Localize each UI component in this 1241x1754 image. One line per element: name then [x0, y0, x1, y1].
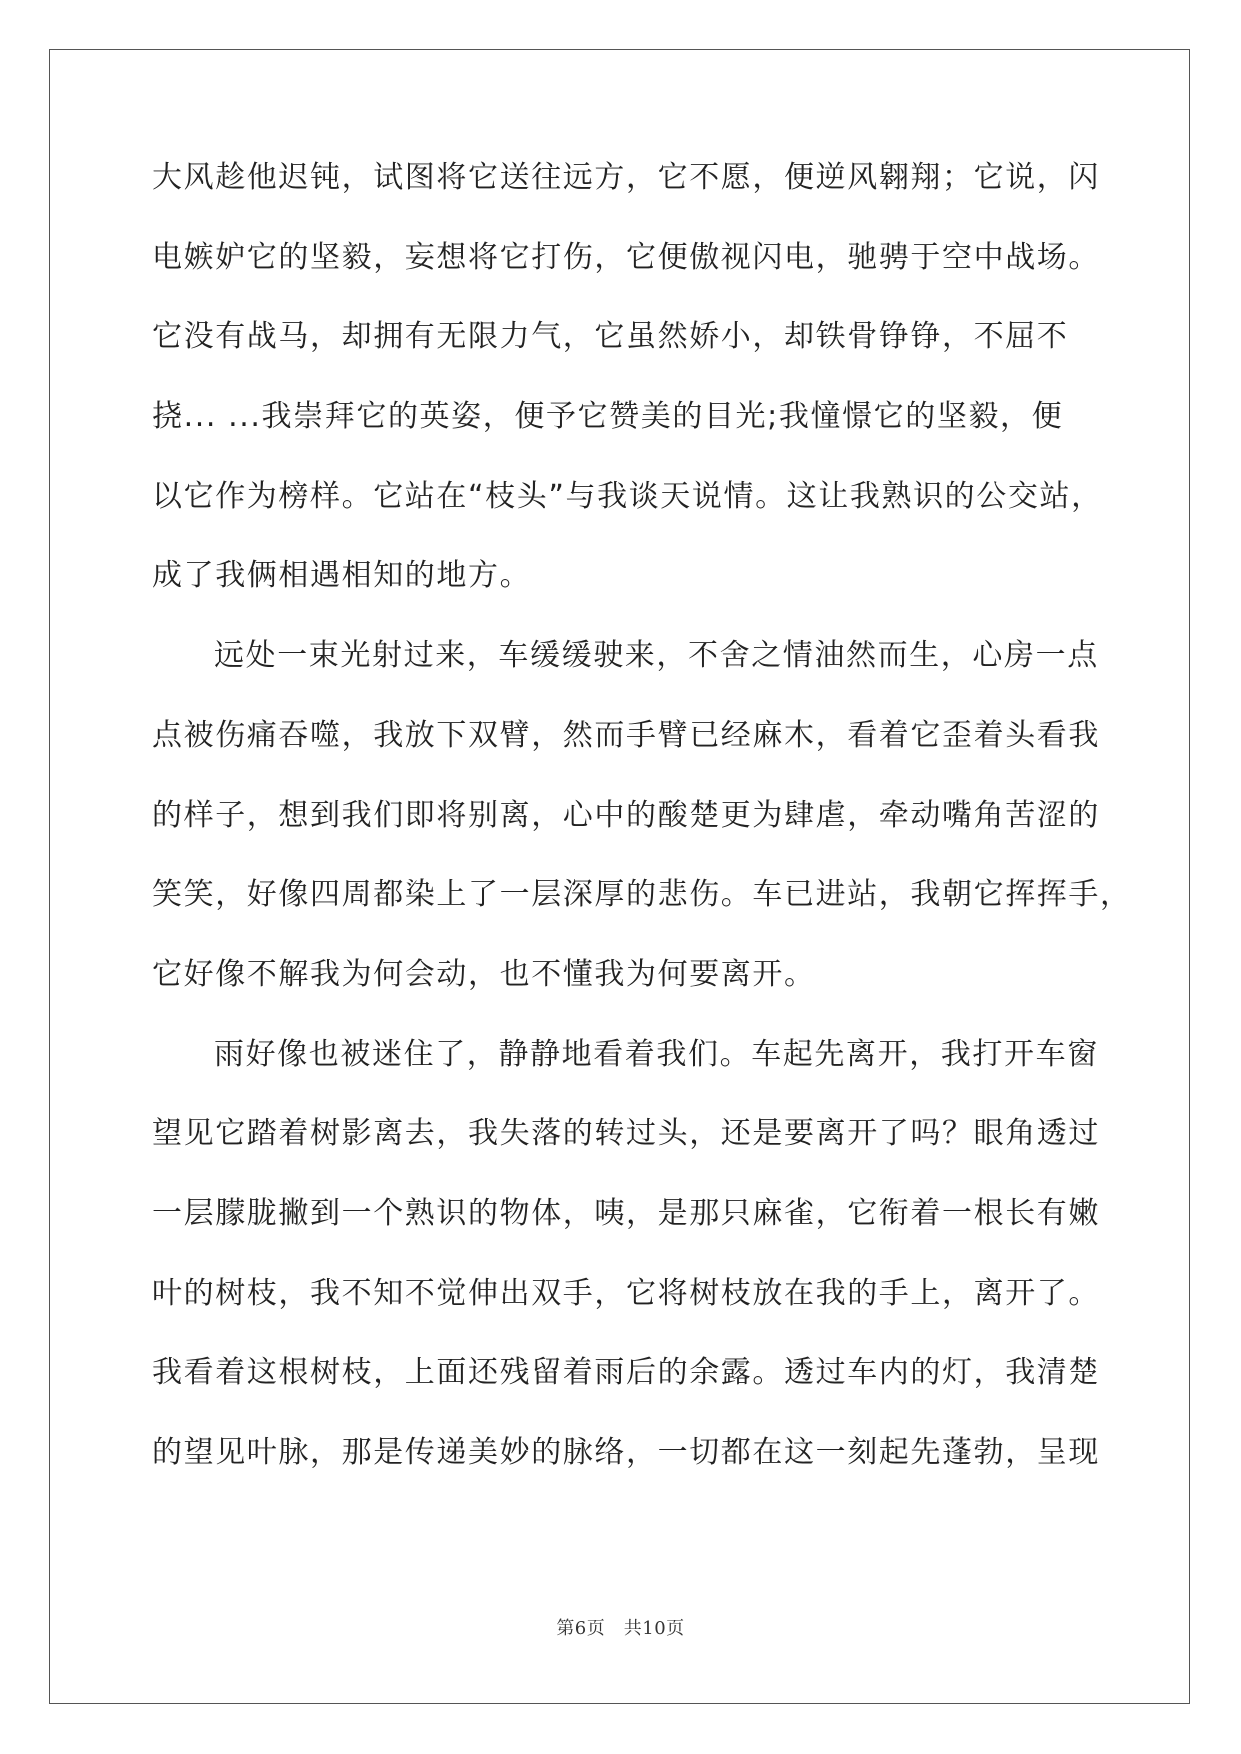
document-body [152, 160, 1132, 1515]
text-line: 点被伤痛吞噬，我放下双臂，然而手臂已经麻木，看着它歪着头看我 [152, 717, 1100, 753]
text-line: 的望见叶脉，那是传递美妙的脉络，一切都在这一刻起先蓬勃，呈现 [152, 1435, 1100, 1470]
text-line: 它好像不解我为何会动，也不懂我为何要离开。 [152, 956, 816, 992]
text-line: 大风趁他迟钝，试图将它送往远方，它不愿，便逆风翱翔；它说，闪 [152, 160, 1100, 195]
text-line: 以它作为榜样。它站在“枝头”与我谈天说情。这让我熟识的公交站， [152, 478, 1103, 514]
text-line: 电嫉妒它的坚毅，妄想将它打伤，它便傲视闪电，驰骋于空中战场。 [152, 239, 1100, 275]
paragraph-first-line: 远处一束光射过来，车缓缓驶来，不舍之情油然而生，心房一点 [214, 638, 1099, 674]
text-line: 的样子，想到我们即将别离，心中的酸楚更为肆虐，牵动嘴角苦涩的 [152, 797, 1100, 833]
text-line: 成了我俩相遇相知的地方。 [152, 558, 532, 594]
page-footer: 第6页 共10页 [556, 1618, 685, 1639]
paragraph-first-line: 雨好像也被迷住了，静静地看着我们。车起先离开，我打开车窗 [214, 1036, 1099, 1072]
text-line: 我看着这根树枝，上面还残留着雨后的余露。透过车内的灯，我清楚 [152, 1355, 1100, 1391]
text-line: 一层朦胧撇到一个熟识的物体，咦，是那只麻雀，它衔着一根长有嫩 [152, 1195, 1100, 1231]
text-line: 叶的树枝，我不知不觉伸出双手，它将树枝放在我的手上，离开了。 [152, 1275, 1100, 1311]
text-line: 它没有战马，却拥有无限力气，它虽然娇小，却铁骨铮铮，不屈不 [152, 319, 1069, 355]
text-line: 笑笑，好像四周都染上了一层深厚的悲伤。车已进站，我朝它挥挥手， [152, 877, 1132, 913]
text-line: 望见它踏着树影离去，我失落的转过头，还是要离开了吗？眼角透过 [152, 1116, 1100, 1152]
text-line: 挠... ...我崇拜它的英姿，便予它赞美的目光;我憧憬它的坚毅，便 [152, 399, 1064, 435]
